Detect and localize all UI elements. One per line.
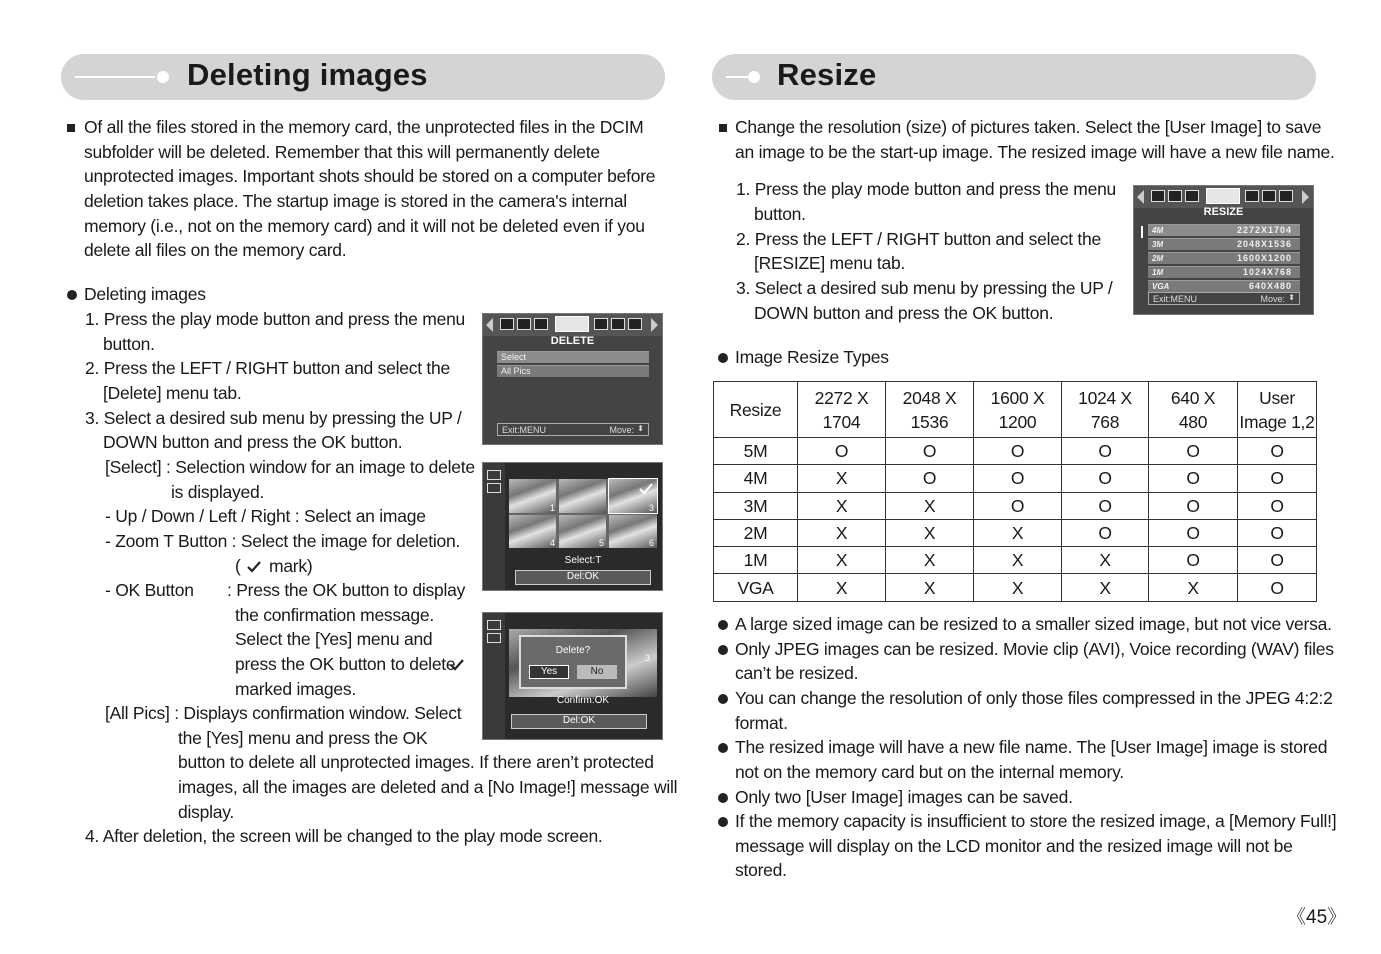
menu-tab-icon [1245, 190, 1259, 202]
table-header-line: Image 1,2 [1239, 411, 1315, 432]
up-down-arrow-icon: ⬍ [637, 424, 644, 433]
table-header-line: 1704 [822, 411, 861, 432]
mark-open-paren: ( [235, 556, 241, 576]
select-desc-a: [Select] : Selection window for an image to delete [105, 457, 475, 477]
resize-types-heading: Image Resize Types [735, 347, 889, 367]
table-row-label: 1M [714, 547, 798, 574]
table-cell: O [1149, 465, 1238, 492]
note-6c: stored. [735, 860, 787, 880]
table-cell: O [1062, 492, 1149, 519]
no-button[interactable]: No [577, 665, 617, 679]
table-cell: O [974, 465, 1062, 492]
table-cell: O [974, 492, 1062, 519]
check-mark-icon [246, 560, 262, 574]
delete-menu-screen [482, 313, 663, 445]
table-header-line: 1536 [910, 411, 949, 432]
trash-icon [555, 316, 589, 332]
confirm-delete-screen [482, 612, 663, 740]
check-mark-icon-2 [449, 658, 465, 672]
right-step-1a: 1. Press the play mode button and press the menu [736, 179, 1117, 199]
exit-hint: Exit:MENU [502, 425, 547, 435]
right-step-1b: button. [754, 204, 806, 224]
left-step-4: 4. After deletion, the screen will be changed to the play mode screen. [85, 826, 603, 846]
deleting-images-heading: Deleting images [84, 284, 206, 304]
left-arrow-icon [486, 318, 493, 332]
resolution-badge-icon: 3M [1152, 240, 1164, 249]
note-1: A large sized image can be resized to a smaller sized image, but not vice versa. [735, 614, 1332, 634]
resize-menu-screen [1133, 185, 1314, 315]
table-corner-cell: Resize [714, 382, 798, 438]
left-section-title: Deleting images [187, 57, 428, 92]
table-row-label: VGA [714, 574, 798, 601]
table-row [714, 574, 1317, 601]
menu-item-select: Select [497, 351, 649, 363]
right-intro-line-1: Change the resolution (size) of pictures taken. Select the [User Image] to save [735, 117, 1322, 137]
round-bullet-icon [718, 793, 728, 803]
menu-tab-icon [1151, 190, 1165, 202]
resize-icon [1206, 188, 1240, 204]
menu-tab-icon [517, 318, 531, 330]
table-header-line: 640 X [1170, 387, 1216, 408]
thumbnail [509, 479, 556, 513]
allpics-desc-c: button to delete all unprotected images. If there aren’t protected [178, 752, 654, 772]
table-cell: O [1062, 519, 1149, 546]
table-cell: O [1238, 492, 1317, 519]
ok-desc-e: marked images. [235, 679, 356, 699]
table-row [714, 492, 1317, 519]
left-step-2a: 2. Press the LEFT / RIGHT button and select the [85, 358, 451, 378]
resize-tab-label: RESIZE [1203, 206, 1244, 218]
left-step-3b: DOWN button and press the OK button. [103, 432, 403, 452]
right-section-header [712, 54, 1316, 100]
table-cell: O [1238, 438, 1317, 465]
table-cell: X [886, 574, 974, 601]
allpics-desc-a: [All Pics] : Displays confirmation window. Select [105, 703, 462, 723]
thumb-number: 6 [649, 538, 655, 548]
table-header-line: 768 [1090, 411, 1120, 432]
table-cell: O [886, 438, 974, 465]
ok-button-label: - OK Button [105, 580, 194, 600]
menu-icon-bar [1134, 186, 1313, 208]
delete-tab-label: DELETE [550, 335, 595, 347]
menu-tab-icon [628, 318, 642, 330]
table-header-cell [1238, 382, 1317, 438]
screen-sidebar [483, 463, 505, 590]
table-header-cell [1062, 382, 1149, 438]
resolution-badge-icon: 4M [1152, 226, 1164, 235]
up-down-arrow-icon: ⬍ [1288, 293, 1295, 302]
table-cell: O [1238, 465, 1317, 492]
thumbnail [509, 515, 556, 548]
header-dot-icon [157, 71, 169, 83]
table-header-line: 480 [1178, 411, 1208, 432]
left-intro-line-4: deletion takes place. The startup image is stored in the camera's internal [84, 191, 627, 211]
menu-icon-bar [483, 314, 662, 336]
menu-tab-icon [1279, 190, 1293, 202]
delete-dialog [519, 635, 627, 689]
menu-tab-icon [1262, 190, 1276, 202]
allpics-desc-e: display. [178, 802, 235, 822]
table-cell: X [798, 574, 886, 601]
table-cell: O [1238, 547, 1317, 574]
resize-option-row[interactable] [1148, 266, 1300, 278]
resolution-badge-icon: 2M [1152, 254, 1164, 263]
left-step-3a: 3. Select a desired sub menu by pressing the UP / [85, 408, 462, 428]
menu-footer [497, 423, 649, 436]
note-4a: The resized image will have a new file name. The [User Image] image is stored [735, 737, 1328, 757]
key-icon [1168, 190, 1182, 202]
left-intro-line-3: unprotected images. Important shots should be stored on a computer before [84, 166, 656, 186]
mark-text: mark) [269, 556, 313, 576]
table-row-label: 4M [714, 465, 798, 492]
table-cell: X [886, 519, 974, 546]
table-cell: X [1149, 574, 1238, 601]
note-5: Only two [User Image] images can be saved. [735, 787, 1073, 807]
table-cell: O [1149, 492, 1238, 519]
left-arrow-icon [1137, 190, 1144, 204]
table-cell: X [1062, 574, 1149, 601]
table-cell: O [1062, 438, 1149, 465]
table-cell: O [1149, 547, 1238, 574]
table-cell: O [1238, 519, 1317, 546]
table-header-line: 1200 [998, 411, 1037, 432]
key-icon [534, 318, 548, 330]
table-header-line: 2272 X [814, 387, 869, 408]
delete-ok-bar: Del:OK [515, 570, 651, 585]
resize-option-row[interactable] [1148, 252, 1300, 264]
table-cell: X [798, 547, 886, 574]
note-4b: not on the memory card but on the internal memory. [735, 762, 1124, 782]
delete-prompt: Delete? [555, 645, 591, 656]
menu-tab-icon [500, 318, 514, 330]
table-cell: X [974, 574, 1062, 601]
left-intro-line-5: memory (i.e., not on the memory card) and it will not be deleted even if you [84, 216, 645, 236]
note-3b: format. [735, 713, 788, 733]
note-2b: can’t be resized. [735, 663, 859, 683]
select-caption: Select:T [564, 555, 602, 566]
zoom-desc: - Zoom T Button : Select the image for deletion. [105, 531, 461, 551]
right-step-2a: 2. Press the LEFT / RIGHT button and select the [736, 229, 1102, 249]
resize-option-row[interactable] [1148, 238, 1300, 250]
table-header-cell [974, 382, 1062, 438]
table-row [714, 547, 1317, 574]
table-cell: X [974, 547, 1062, 574]
round-bullet-icon [718, 743, 728, 753]
delete-ok-bar: Del:OK [511, 714, 647, 729]
left-step-1b: button. [103, 334, 155, 354]
left-step-1a: 1. Press the play mode button and press the menu [85, 309, 466, 329]
resolution-size: 1600X1200 [1236, 253, 1292, 263]
nav-desc: - Up / Down / Left / Right : Select an image [105, 506, 426, 526]
table-header-row [714, 382, 1317, 438]
table-cell: X [1062, 547, 1149, 574]
resize-option-row[interactable] [1148, 224, 1300, 236]
yes-button[interactable]: Yes [529, 665, 569, 679]
check-mark-icon [639, 483, 653, 495]
table-cell: O [1062, 465, 1149, 492]
round-bullet-icon [718, 353, 728, 363]
right-arrow-icon [651, 318, 658, 332]
table-cell: X [798, 465, 886, 492]
resolution-size: 2048X1536 [1236, 239, 1292, 249]
resolution-size: 1024X768 [1242, 267, 1292, 277]
table-row [714, 438, 1317, 465]
resize-table [713, 381, 1317, 602]
resolution-size: 640X480 [1248, 281, 1292, 291]
right-step-3a: 3. Select a desired sub menu by pressing the UP / [736, 278, 1113, 298]
table-row [714, 519, 1317, 546]
trash-icon [1185, 190, 1199, 202]
thumbnail [559, 479, 606, 513]
thumb-number: 4 [550, 538, 556, 548]
move-hint: Move: [609, 425, 634, 435]
menu-footer [1148, 292, 1300, 305]
table-row-label: 2M [714, 519, 798, 546]
play-mode-icon [487, 620, 501, 630]
screen-sidebar [483, 613, 505, 739]
note-2a: Only JPEG images can be resized. Movie clip (AVI), Voice recording (WAV) files [735, 639, 1334, 659]
ok-desc-b: the confirmation message. [235, 605, 434, 625]
table-header-line: 1024 X [1078, 387, 1132, 408]
select-thumbnail-screen [482, 462, 663, 591]
note-6b: message will display on the LCD monitor and the resized image will not be [735, 836, 1293, 856]
move-hint: Move: [1260, 294, 1285, 304]
square-bullet-icon [719, 124, 727, 132]
table-cell: X [798, 519, 886, 546]
resize-option-row[interactable] [1148, 280, 1300, 292]
round-bullet-icon [67, 290, 77, 300]
thumb-number: 3 [645, 653, 651, 663]
thumb-number: 1 [550, 503, 556, 513]
table-row-label: 5M [714, 438, 798, 465]
left-intro-line-1: Of all the files stored in the memory card, the unprotected files in the DCIM [84, 117, 644, 137]
table-header-line: User [1259, 387, 1295, 408]
thumbnail-grid [509, 479, 657, 548]
menu-item-all-pics: All Pics [497, 365, 649, 377]
select-desc-b: is displayed. [171, 482, 265, 502]
allpics-desc-b: the [Yes] menu and press the OK [178, 728, 428, 748]
left-step-2b: [Delete] menu tab. [103, 383, 242, 403]
right-step-2b: [RESIZE] menu tab. [754, 253, 906, 273]
note-3a: You can change the resolution of only those files compressed in the JPEG 4:2:2 [735, 688, 1333, 708]
header-dot-icon [748, 71, 760, 83]
thumb-number: 5 [599, 538, 605, 548]
resolution-size: 2272X1704 [1236, 225, 1292, 235]
header-line-decoration [75, 76, 155, 78]
round-bullet-icon [718, 620, 728, 630]
menu-tab-icon [594, 318, 608, 330]
table-cell: X [886, 547, 974, 574]
right-arrow-icon [1302, 190, 1309, 204]
battery-icon [487, 483, 501, 493]
left-intro-line-2: subfolder will be deleted. Remember that this will permanently delete [84, 142, 600, 162]
resolution-badge-icon: 1M [1152, 268, 1164, 277]
square-bullet-icon [67, 124, 75, 132]
round-bullet-icon [718, 694, 728, 704]
table-row [714, 465, 1317, 492]
left-intro-line-6: delete all files on the memory card. [84, 240, 347, 260]
thumb-number: 3 [649, 503, 655, 513]
ok-desc-d: press the OK button to delete [235, 654, 456, 674]
round-bullet-icon [718, 817, 728, 827]
exit-hint: Exit:MENU [1153, 294, 1198, 304]
scroll-indicator [1141, 226, 1143, 238]
ok-desc-c: Select the [Yes] menu and [235, 629, 433, 649]
battery-icon [487, 633, 501, 643]
allpics-desc-d: images, all the images are deleted and a [No Image!] message will [178, 777, 678, 797]
table-header-cell [886, 382, 974, 438]
table-cell: O [1238, 574, 1317, 601]
left-section-header [61, 54, 665, 100]
right-section-title: Resize [777, 57, 877, 92]
resolution-badge-icon: VGA [1152, 282, 1170, 291]
note-6a: If the memory capacity is insufficient to store the resized image, a [Memory Full!] [735, 811, 1337, 831]
table-cell: O [886, 465, 974, 492]
table-row-label: 3M [714, 492, 798, 519]
table-cell: O [1149, 438, 1238, 465]
table-cell: X [886, 492, 974, 519]
menu-tab-icon [611, 318, 625, 330]
table-cell: O [974, 438, 1062, 465]
table-cell: O [1149, 519, 1238, 546]
confirm-caption: Confirm:OK [556, 695, 610, 706]
round-bullet-icon [718, 645, 728, 655]
ok-desc-a: : Press the OK button to display [227, 580, 466, 600]
table-cell: O [798, 438, 886, 465]
right-step-3b: DOWN button and press the OK button. [754, 303, 1054, 323]
right-intro-line-2: an image to be the start-up image. The resized image will have a new file name. [735, 142, 1335, 162]
table-cell: X [974, 519, 1062, 546]
table-header-line: 1600 X [990, 387, 1045, 408]
header-line-decoration [726, 76, 748, 78]
page-number: 《45》 [1287, 907, 1347, 928]
table-header-cell [798, 382, 886, 438]
table-cell: X [798, 492, 886, 519]
play-mode-icon [487, 470, 501, 480]
table-header-cell [1149, 382, 1238, 438]
table-header-line: 2048 X [902, 387, 957, 408]
